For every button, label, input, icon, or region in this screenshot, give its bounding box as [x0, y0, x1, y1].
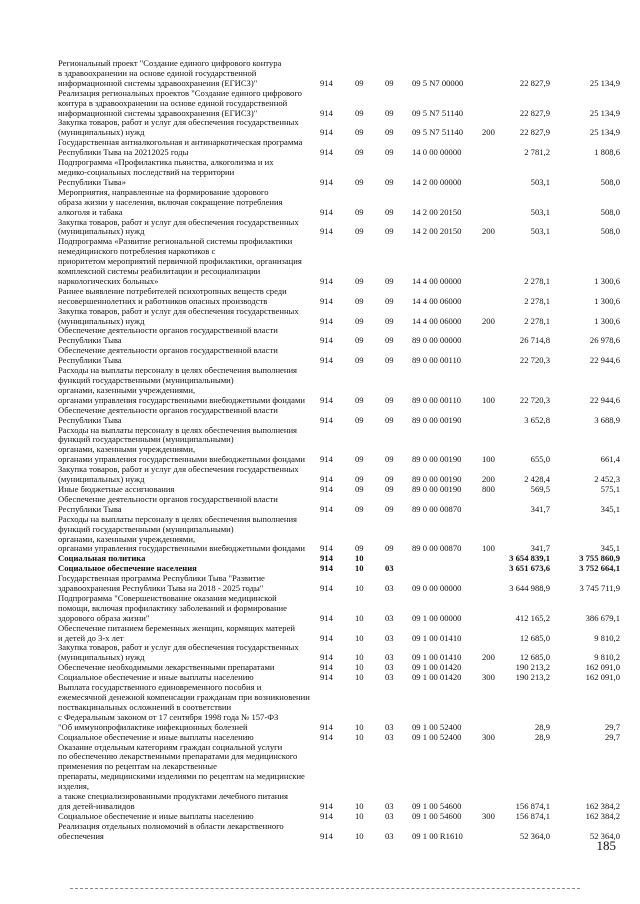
row-grbs: 914	[320, 553, 333, 564]
row-value-2: 1 808,6	[594, 147, 620, 158]
row-subsection: 03	[385, 721, 394, 732]
row-grbs: 914	[320, 414, 333, 425]
table-row	[58, 515, 620, 555]
row-target-article: 09 1 00 01420	[412, 662, 462, 673]
row-target-article: 89 0 00 00190	[412, 454, 462, 465]
row-description: Подпрограмма «Развитие региональной системы профилактики немедицинского потребления наркотиков с приоритетом мероприятий первичной профилактики, организация комплексной системы реабилитации и ресоциализации наркологических больных»	[58, 236, 302, 286]
row-value-1: 341,7	[530, 543, 550, 554]
table-row	[58, 237, 620, 287]
row-grbs: 914	[320, 275, 333, 286]
row-subsection: 09	[385, 335, 394, 346]
row-description: Социальное обеспечение и иные выплаты населению	[58, 731, 254, 742]
row-grbs: 914	[320, 830, 333, 841]
row-value-1: 2 278,1	[524, 315, 550, 326]
row-target-article: 09 5 N7 51140	[412, 127, 464, 138]
row-description: Оказание отдельным категориям граждан социальной услуги по обеспечению лекарственными препаратами для медицинского применения по рецептам на лекарственные препараты, медицинскими изделиями по рецептам на медицинские изделия, а также специализированными продуктами лечебного питания для детей-инвалидов	[58, 741, 305, 811]
row-value-1: 156 874,1	[515, 800, 550, 811]
row-expense-type: 200	[482, 226, 495, 237]
table-row	[58, 465, 620, 485]
row-section: 09	[355, 127, 364, 138]
row-section: 09	[355, 275, 364, 286]
row-section: 10	[355, 672, 364, 683]
row-subsection: 09	[385, 503, 394, 514]
row-value-2: 1 300,6	[594, 315, 620, 326]
row-subsection: 03	[385, 563, 394, 574]
row-section: 10	[355, 612, 364, 623]
row-value-2: 3 688,9	[594, 414, 620, 425]
row-value-2: 22 944,6	[589, 355, 620, 366]
row-section: 10	[355, 800, 364, 811]
row-value-1: 3 652,8	[524, 414, 550, 425]
row-grbs: 914	[320, 295, 333, 306]
table-row	[58, 59, 620, 89]
row-subsection: 09	[385, 127, 394, 138]
row-grbs: 914	[320, 503, 333, 514]
row-grbs: 914	[320, 632, 333, 643]
row-grbs: 914	[320, 355, 333, 366]
row-grbs: 914	[320, 731, 333, 742]
table-row	[58, 346, 620, 366]
row-description: Обеспечение питанием беременных женщин, кормящих матерей и детей до 3-х лет	[58, 622, 295, 643]
row-expense-type: 200	[482, 652, 495, 663]
row-section: 10	[355, 632, 364, 643]
row-value-1: 3 651 673,6	[509, 563, 550, 574]
row-grbs: 914	[320, 672, 333, 683]
row-description: Иные бюджетные ассигнования	[58, 483, 175, 494]
row-expense-type: 200	[482, 315, 495, 326]
row-subsection: 09	[385, 483, 394, 494]
row-value-1: 190 213,2	[515, 662, 550, 673]
row-grbs: 914	[320, 107, 333, 118]
table-row	[58, 326, 620, 346]
row-description: Мероприятия, направленные на формирование здорового образа жизни у населения, включая сокращение потребления алкоголя и табака	[58, 186, 283, 217]
row-target-article: 89 0 00 00000	[412, 335, 462, 346]
row-value-1: 22 720,3	[519, 355, 550, 366]
row-grbs: 914	[320, 583, 333, 594]
table-row	[58, 118, 620, 138]
row-value-1: 156 874,1	[515, 810, 550, 821]
table-row	[58, 743, 620, 812]
row-value-2: 25 134,9	[589, 127, 620, 138]
row-subsection: 03	[385, 632, 394, 643]
row-description: Государственная программа Республики Тыва "Развитие здравоохранения Республики Тыва на 2018 - 2025 годы"	[58, 573, 265, 594]
row-description: Реализация региональных проектов "Создание единого цифрового контура в здравоохранении на основе единой государственной информационной системы здравоохранения (ЕГИСЗ)"	[58, 87, 302, 118]
row-value-1: 52 364,0	[519, 830, 550, 841]
row-value-2: 1 300,6	[594, 295, 620, 306]
row-description: Подпрограмма "Совершенствование оказания медицинской помощи, включая профилактику заболеваний и формирование здорового образа жизни"	[58, 592, 287, 623]
row-value-2: 9 810,2	[594, 632, 620, 643]
row-target-article: 14 2 00 00000	[412, 176, 462, 187]
row-subsection: 09	[385, 394, 394, 405]
row-value-1: 569,5	[530, 483, 550, 494]
row-subsection: 03	[385, 830, 394, 841]
row-value-1: 12 685,0	[519, 632, 550, 643]
row-subsection: 03	[385, 583, 394, 594]
row-section: 09	[355, 543, 364, 554]
row-grbs: 914	[320, 77, 333, 88]
row-section: 09	[355, 503, 364, 514]
row-grbs: 914	[320, 721, 333, 732]
row-target-article: 14 2 00 20150	[412, 206, 462, 217]
row-value-2: 345,1	[600, 543, 620, 554]
row-expense-type: 800	[482, 483, 495, 494]
row-target-article: 09 5 N7 00000	[412, 77, 464, 88]
row-value-1: 2 428,4	[524, 474, 550, 485]
row-value-1: 26 714,8	[519, 335, 550, 346]
row-grbs: 914	[320, 543, 333, 554]
row-description: Социальное обеспечение населения	[58, 563, 197, 574]
row-description: Закупка товаров, работ и услуг для обеспечения государственных (муниципальных) нужд	[58, 305, 299, 326]
row-grbs: 914	[320, 454, 333, 465]
row-description: Закупка товаров, работ и услуг для обеспечения государственных (муниципальных) нужд	[58, 642, 299, 663]
row-grbs: 914	[320, 474, 333, 485]
row-target-article: 89 0 00 00110	[412, 394, 462, 405]
row-value-2: 508,0	[600, 206, 620, 217]
row-section: 09	[355, 335, 364, 346]
row-target-article: 14 2 00 20150	[412, 226, 462, 237]
table-row	[58, 406, 620, 426]
table-row	[58, 307, 620, 327]
row-value-1: 2 278,1	[524, 295, 550, 306]
row-grbs: 914	[320, 176, 333, 187]
row-grbs: 914	[320, 563, 333, 574]
row-description: Закупка товаров, работ и услуг для обеспечения государственных (муниципальных) нужд	[58, 216, 299, 237]
row-target-article: 14 4 00 06000	[412, 315, 462, 326]
row-target-article: 89 0 00 00190	[412, 414, 462, 425]
row-section: 09	[355, 176, 364, 187]
row-subsection: 03	[385, 652, 394, 663]
row-value-2: 508,0	[600, 226, 620, 237]
table-row	[58, 594, 620, 624]
row-section: 10	[355, 583, 364, 594]
row-value-2: 25 134,9	[589, 107, 620, 118]
footer-line	[70, 888, 580, 890]
row-target-article: 09 1 00 00000	[412, 612, 462, 623]
row-section: 09	[355, 355, 364, 366]
row-value-2: 386 679,1	[585, 612, 620, 623]
row-value-2: 3 752 664,1	[579, 563, 620, 574]
row-value-2: 162 384,2	[585, 810, 620, 821]
row-target-article: 14 4 00 06000	[412, 295, 462, 306]
row-value-2: 29,7	[604, 731, 620, 742]
row-section: 10	[355, 662, 364, 673]
row-description: Обеспечение деятельности органов государственной власти Республики Тыва	[58, 325, 278, 346]
table-row	[58, 89, 620, 119]
row-section: 10	[355, 563, 364, 574]
row-grbs: 914	[320, 206, 333, 217]
row-value-1: 503,1	[530, 226, 550, 237]
row-grbs: 914	[320, 652, 333, 663]
row-value-1: 2 278,1	[524, 275, 550, 286]
row-grbs: 914	[320, 662, 333, 673]
row-subsection: 03	[385, 672, 394, 683]
row-value-2: 25 134,9	[589, 77, 620, 88]
row-target-article: 89 0 00 00190	[412, 483, 462, 494]
row-description: Закупка товаров, работ и услуг для обеспечения государственных (муниципальных) нужд	[58, 117, 299, 138]
row-section: 09	[355, 315, 364, 326]
row-target-article: 09 1 00 52400	[412, 731, 462, 742]
row-value-1: 655,0	[530, 454, 550, 465]
row-section: 09	[355, 474, 364, 485]
row-value-1: 503,1	[530, 206, 550, 217]
row-value-1: 341,7	[530, 503, 550, 514]
row-value-2: 661,4	[600, 454, 620, 465]
row-target-article: 09 1 00 54600	[412, 810, 462, 821]
table-row	[58, 138, 620, 158]
row-grbs: 914	[320, 800, 333, 811]
row-value-1: 3 644 988,9	[509, 583, 550, 594]
row-description: Обеспечение деятельности органов государственной власти Республики Тыва	[58, 404, 278, 425]
row-description: Закупка товаров, работ и услуг для обеспечения государственных (муниципальных) нужд	[58, 464, 299, 485]
row-value-2: 26 978,6	[589, 335, 620, 346]
row-grbs: 914	[320, 147, 333, 158]
row-value-1: 2 781,2	[524, 147, 550, 158]
row-subsection: 09	[385, 77, 394, 88]
table-row	[58, 822, 620, 842]
row-description: Региональный проект "Создание единого цифрового контура в здравоохранении на основе единой государственной информационной системы здравоохранения (ЕГИСЗ)"	[58, 58, 282, 88]
row-subsection: 09	[385, 147, 394, 158]
row-value-2: 1 300,6	[594, 275, 620, 286]
row-value-2: 508,0	[600, 176, 620, 187]
table-row	[58, 426, 620, 466]
row-subsection: 03	[385, 731, 394, 742]
row-value-1: 22 827,9	[519, 77, 550, 88]
row-value-2: 29,7	[604, 721, 620, 732]
row-value-2: 3 745 711,9	[579, 583, 620, 594]
row-value-2: 162 091,0	[585, 662, 620, 673]
row-section: 09	[355, 107, 364, 118]
row-section: 09	[355, 206, 364, 217]
row-section: 09	[355, 226, 364, 237]
row-target-article: 09 0 00 00000	[412, 583, 462, 594]
row-subsection: 09	[385, 474, 394, 485]
row-value-1: 412 165,2	[515, 612, 550, 623]
row-expense-type: 200	[482, 474, 495, 485]
row-subsection: 09	[385, 355, 394, 366]
row-subsection: 09	[385, 414, 394, 425]
row-section: 09	[355, 454, 364, 465]
row-section: 10	[355, 652, 364, 663]
row-value-2: 52 364,0	[589, 830, 620, 841]
table-row	[58, 188, 620, 218]
table-row	[58, 683, 620, 733]
row-description: Раннее выявление потребителей психотропных веществ среди несовершеннолетних и работников опасных производств	[58, 285, 287, 306]
row-grbs: 914	[320, 127, 333, 138]
row-value-2: 162 384,2	[585, 800, 620, 811]
row-description: Социальное обеспечение и иные выплаты населению	[58, 810, 254, 821]
row-value-1: 12 685,0	[519, 652, 550, 663]
row-section: 10	[355, 830, 364, 841]
row-section: 10	[355, 731, 364, 742]
row-expense-type: 300	[482, 810, 495, 821]
row-grbs: 914	[320, 810, 333, 821]
row-grbs: 914	[320, 483, 333, 494]
table-row	[58, 158, 620, 188]
row-subsection: 09	[385, 107, 394, 118]
row-subsection: 09	[385, 176, 394, 187]
row-expense-type: 300	[482, 672, 495, 683]
row-subsection: 03	[385, 810, 394, 821]
row-section: 09	[355, 77, 364, 88]
row-value-2: 162 091,0	[585, 672, 620, 683]
row-description: Подпрограмма «Профилактика пьянства, алкоголизма и их медико-социальных последствий на территории Республики Тыва»	[58, 157, 274, 187]
row-section: 09	[355, 483, 364, 494]
page-number: 185	[596, 838, 616, 853]
row-subsection: 03	[385, 800, 394, 811]
row-value-2: 2 452,3	[594, 474, 620, 485]
row-expense-type: 100	[482, 543, 495, 554]
row-target-article: 89 0 00 00110	[412, 355, 462, 366]
row-value-2: 9 810,2	[594, 652, 620, 663]
table-row	[58, 495, 620, 515]
row-section: 10	[355, 721, 364, 732]
row-value-1: 190 213,2	[515, 672, 550, 683]
row-subsection: 03	[385, 612, 394, 623]
row-target-article: 09 1 00 01410	[412, 652, 462, 663]
row-subsection: 09	[385, 543, 394, 554]
row-description: Обеспечение деятельности органов государственной власти Республики Тыва	[58, 493, 278, 514]
row-description: Расходы на выплаты персоналу в целях обеспечения выполнения функций государственными (муниципальными) органами, казенными учреждениями, органами управления государственными внебюджетными фондами	[58, 365, 306, 405]
row-target-article: 09 1 00 01420	[412, 672, 462, 683]
row-description: Расходы на выплаты персоналу в целях обеспечения выполнения функций государственными (муниципальными) органами, казенными учреждениями, органами управления государственными внебюджетными фондами	[58, 513, 306, 554]
row-description: Реализация отдельных полномочий в области лекарственного обеспечения	[58, 820, 284, 841]
table-row	[58, 624, 620, 644]
row-section: 10	[355, 810, 364, 821]
table-row	[58, 287, 620, 307]
row-description: Обеспечение необходимыми лекарственными препаратами	[58, 662, 275, 673]
row-target-article: 09 1 00 R1610	[412, 830, 463, 841]
row-subsection: 09	[385, 315, 394, 326]
row-expense-type: 100	[482, 394, 495, 405]
row-value-1: 28,9	[534, 721, 550, 732]
row-description: Выплата государственного единовременного пособия и ежемесячной денежной компенсации гражданам при возникновении поствакцинальных осложнений в соответствии с Федеральным законом от 17 сентября 1998 года № 157-ФЗ "Об иммунопрофилактике инфекционных болезней	[58, 682, 310, 732]
row-value-1: 22 827,9	[519, 127, 550, 138]
row-expense-type: 100	[482, 454, 495, 465]
row-target-article: 09 1 00 52400	[412, 721, 462, 732]
table-row	[58, 218, 620, 238]
row-description: Социальная политика	[58, 553, 146, 564]
budget-table	[58, 59, 620, 842]
table-row	[58, 574, 620, 594]
row-expense-type: 300	[482, 731, 495, 742]
row-description: Обеспечение деятельности органов государственной власти Республики Тыва	[58, 345, 278, 366]
row-value-1: 28,9	[534, 731, 550, 742]
row-target-article: 89 0 00 00870	[412, 543, 462, 554]
row-grbs: 914	[320, 315, 333, 326]
row-subsection: 03	[385, 662, 394, 673]
row-value-2: 345,1	[600, 503, 620, 514]
row-target-article: 09 1 00 54600	[412, 800, 462, 811]
table-row	[58, 643, 620, 663]
row-subsection: 09	[385, 454, 394, 465]
row-value-2: 575,1	[600, 483, 620, 494]
table-row	[58, 366, 620, 406]
row-description: Социальное обеспечение и иные выплаты населению	[58, 672, 254, 683]
row-section: 09	[355, 147, 364, 158]
row-value-2: 22 944,6	[589, 394, 620, 405]
row-grbs: 914	[320, 394, 333, 405]
row-target-article: 89 0 00 00190	[412, 474, 462, 485]
row-description: Расходы на выплаты персоналу в целях обеспечения выполнения функций государственными (муниципальными) органами, казенными учреждениями, органами управления государственными внебюджетными фондами	[58, 424, 306, 465]
row-subsection: 09	[385, 206, 394, 217]
row-value-1: 22 827,9	[519, 107, 550, 118]
row-target-article: 14 4 00 00000	[412, 275, 462, 286]
row-expense-type: 200	[482, 127, 495, 138]
row-section: 09	[355, 394, 364, 405]
row-target-article: 09 5 N7 51140	[412, 107, 464, 118]
row-subsection: 09	[385, 226, 394, 237]
row-grbs: 914	[320, 226, 333, 237]
row-target-article: 89 0 00 00870	[412, 503, 462, 514]
row-value-2: 3 755 860,9	[579, 553, 620, 564]
row-subsection: 09	[385, 275, 394, 286]
row-target-article: 14 0 00 00000	[412, 147, 462, 158]
row-value-1: 22 720,3	[519, 394, 550, 405]
row-grbs: 914	[320, 335, 333, 346]
row-target-article: 09 1 00 01410	[412, 632, 462, 643]
row-value-1: 3 654 839,1	[509, 553, 550, 564]
row-section: 09	[355, 414, 364, 425]
row-value-1: 503,1	[530, 176, 550, 187]
row-subsection: 09	[385, 295, 394, 306]
row-grbs: 914	[320, 612, 333, 623]
row-section: 09	[355, 295, 364, 306]
row-section: 10	[355, 553, 364, 564]
row-description: Государственная антиалкогольная и антинаркотическая программа Республики Тыва на 20212025 годы	[58, 137, 303, 158]
